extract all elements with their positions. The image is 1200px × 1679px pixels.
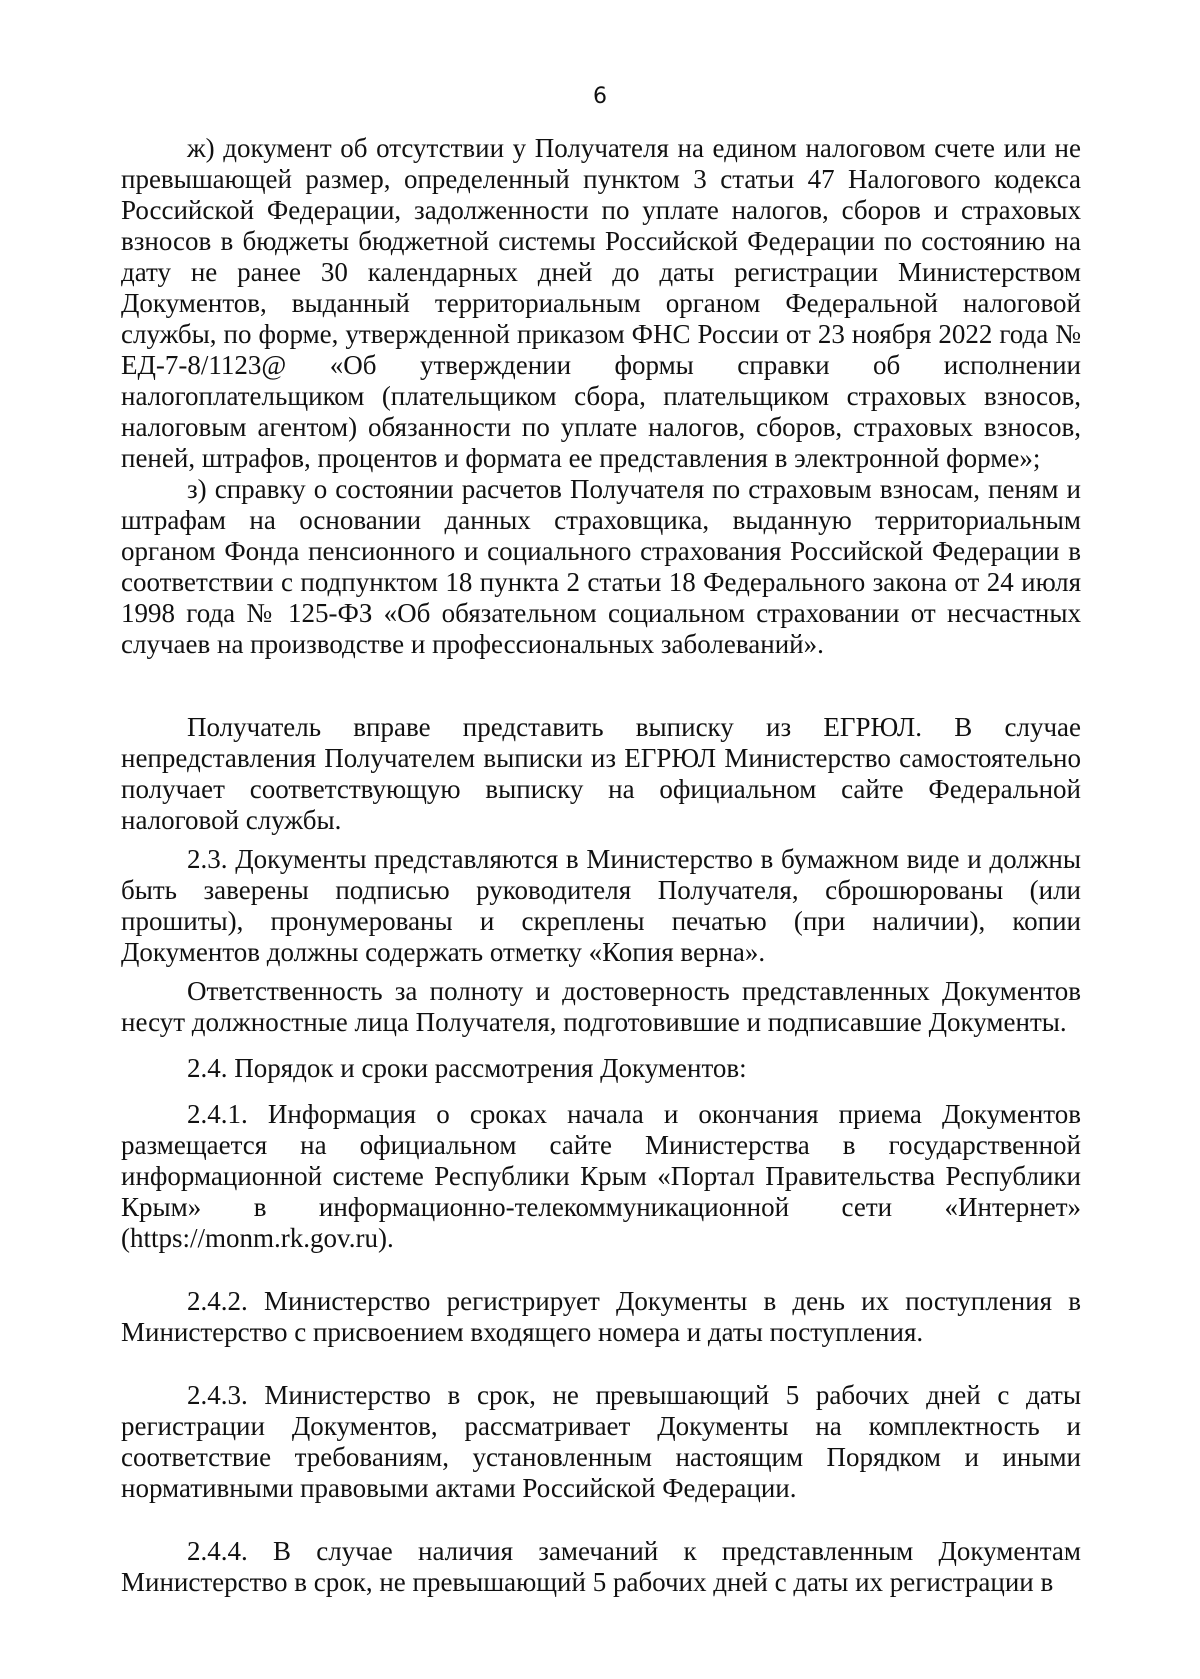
paragraph-egrul: Получатель вправе представить выписку из ЕГРЮЛ. В случае непредставления Получателем выписки из ЕГРЮЛ Министерство самостоятельно получает соответствующую выписку на официальном сайте Федеральной налоговой службы. — [121, 712, 1081, 835]
paragraph-section-2-4-4: 2.4.4. В случае наличия замечаний к представленным Документам Министерство в срок, не превышающий 5 рабочих дней с даты их регистрации в — [121, 1536, 1081, 1597]
paragraph-section-2-4-2: 2.4.2. Министерство регистрирует Документы в день их поступления в Министерство с присвоением входящего номера и даты поступления. — [121, 1286, 1081, 1347]
paragraph-item-z: з) справку о состоянии расчетов Получателя по страховым взносам, пеням и штрафам на основании данных страховщика, выданную территориальным органом Фонда пенсионного и социального страхования Российской Федерации в соответствии с подпунктом 18 пункта 2 статьи 18 Федерального закона от 24 июля 1998 года № 125-ФЗ «Об обязательном социальном страховании от несчастных случаев на производстве и профессиональных заболеваний». — [121, 474, 1081, 659]
page-number: 6 — [593, 84, 607, 109]
paragraph-item-zh: ж) документ об отсутствии у Получателя на едином налоговом счете или не превышающей размер, определенный пунктом 3 статьи 47 Налогового кодекса Российской Федерации, задолженности по уплате налогов, сборов и страховых взносов в бюджеты бюджетной системы Российской Федерации по состоянию на дату не ранее 30 календарных дней до даты регистрации Министерством Документов, выданный территориальным органом Федеральной налоговой службы, по форме, утвержденной приказом ФНС России от 23 ноября 2022 года № ЕД-7-8/1123@ «Об утверждении формы справки об исполнении налогоплательщиком (плательщиком сбора, плательщиком страховых взносов, налоговым агентом) обязанности по уплате налогов, сборов, страховых взносов, пеней, штрафов, процентов и формата ее представления в электронной форме»; — [121, 133, 1081, 473]
paragraph-section-2-4-1: 2.4.1. Информация о сроках начала и окончания приема Документов размещается на официальном сайте Министерства в государственной информационной системе Республики Крым «Портал Правительства Республики Крым» в информационно-телекоммуникационной сети «Интернет» (https://monm.rk.gov.ru). — [121, 1099, 1081, 1253]
paragraph-section-2-4-3: 2.4.3. Министерство в срок, не превышающий 5 рабочих дней с даты регистрации Документов, рассматривает Документы на комплектность и соответствие требованиям, установленным настоящим Порядком и иными нормативными правовыми актами Российской Федерации. — [121, 1380, 1081, 1503]
paragraph-section-2-3: 2.3. Документы представляются в Министерство в бумажном виде и должны быть заверены подписью руководителя Получателя, сброшюрованы (или прошиты), пронумерованы и скреплены печатью (при наличии), копии Документов должны содержать отметку «Копия верна». — [121, 844, 1081, 967]
paragraph-responsibility: Ответственность за полноту и достоверность представленных Документов несут должностные лица Получателя, подготовившие и подписавшие Документы. — [121, 976, 1081, 1037]
paragraph-section-2-4: 2.4. Порядок и сроки рассмотрения Документов: — [187, 1053, 747, 1083]
document-body — [121, 133, 1081, 1598]
